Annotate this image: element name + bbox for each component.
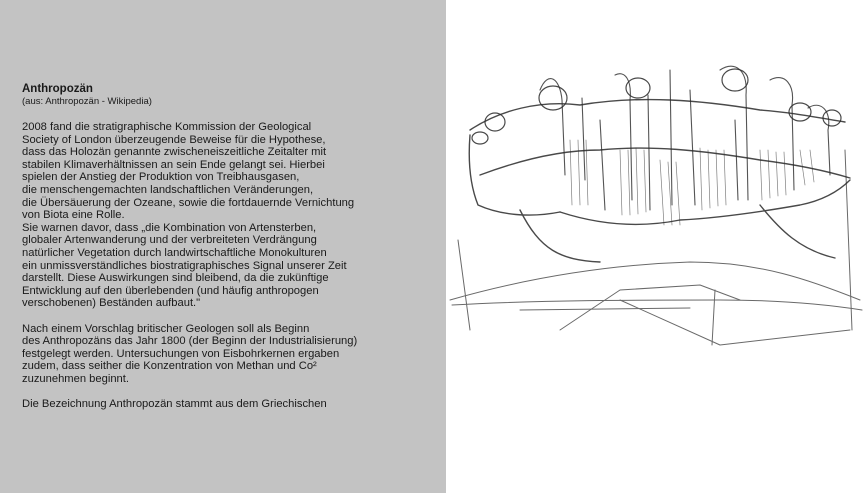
article-body bbox=[22, 121, 432, 411]
article-line: Sie warnen davor, dass „die Kombination von Artensterben, bbox=[22, 221, 317, 234]
article-line: verschobenen) Beständen aufbaut." bbox=[22, 297, 201, 310]
article-line: stabilen Klimaverhältnissen an sein Ende gelangt sei. Hierbei bbox=[22, 158, 325, 171]
article-paragraph bbox=[22, 398, 432, 411]
article-line: spielen der Anstieg der Produktion von Treibhausgasen, bbox=[22, 171, 300, 184]
article bbox=[22, 82, 432, 423]
article-line: 2008 fand die stratigraphische Kommission der Geological bbox=[22, 121, 312, 133]
article-line: Entwicklung auf den überlebenden (und häufig anthropogen bbox=[22, 284, 319, 297]
article-line: Society of London überzeugende Beweise für die Hypothese, bbox=[22, 133, 326, 146]
article-paragraph bbox=[22, 121, 432, 310]
article-line: zudem, dass seither die Konzentration von Methan und Co² bbox=[22, 360, 317, 373]
article-title: Anthropozän bbox=[22, 83, 93, 95]
article-line: zuzunehmen beginnt. bbox=[22, 372, 129, 385]
article-line: festgelegt werden. Untersuchungen von Eisbohrkernen ergaben bbox=[22, 347, 340, 360]
article-line: natürlicher Vegetation durch landwirtschaftliche Monokulturen bbox=[22, 246, 327, 259]
article-line: darstellt. Diese Auswirkungen sind bleibend, da die zukünftige bbox=[22, 272, 329, 285]
article-line: dass das Holozän genannte zwischeneiszeitliche Zeitalter mit bbox=[22, 146, 327, 159]
article-line: die menschengemachten landschaftlichen Veränderungen, bbox=[22, 183, 314, 196]
article-paragraph bbox=[22, 323, 432, 386]
article-line: globaler Artenwanderung und der verbreiteten Verdrängung bbox=[22, 234, 317, 247]
article-line: Die Bezeichnung Anthropozän stammt aus dem Griechischen bbox=[22, 398, 327, 411]
article-source: (aus: Anthropozän - Wikipedia) bbox=[22, 96, 152, 107]
article-line: von Biota eine Rolle. bbox=[22, 209, 125, 222]
pencil-sketch-illustration bbox=[446, 0, 864, 493]
article-line: Nach einem Vorschlag britischer Geologen soll als Beginn bbox=[22, 322, 310, 335]
article-line: des Anthropozäns das Jahr 1800 (der Beginn der Industrialisierung) bbox=[22, 335, 358, 348]
article-line: ein unmissverständliches biostratigraphisches Signal unserer Zeit bbox=[22, 259, 347, 272]
article-line: die Übersäuerung der Ozeane, sowie die fortdauernde Vernichtung bbox=[22, 196, 355, 209]
